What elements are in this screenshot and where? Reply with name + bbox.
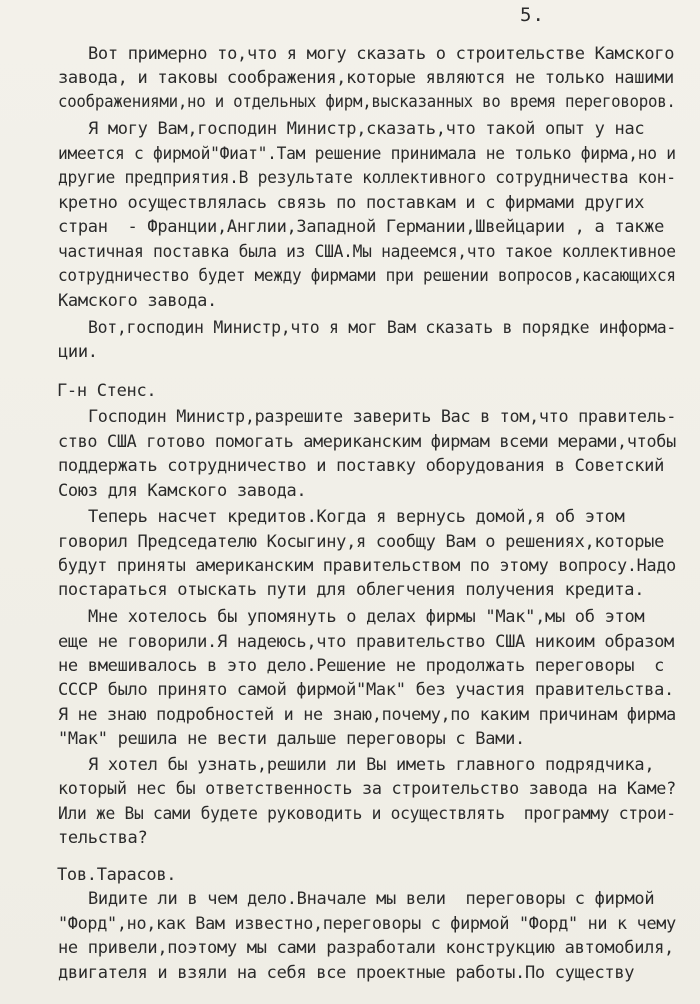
speaker-label: Г-н Стенс. — [57, 381, 157, 401]
paragraph-line: частичная поставка была из США.Мы надеемся,что такое коллективное — [58, 242, 676, 262]
page-number: 5. — [520, 4, 545, 26]
paragraph-line: Я не знаю подробностей и не знаю,почему,по каким причинам фирма — [58, 705, 676, 725]
paragraph-line: поддержать сотрудничество и поставку оборудования в Советский — [58, 456, 665, 476]
paragraph-line: который нес бы ответственность за строительство завода на Каме? — [58, 779, 676, 799]
paragraph-line: Видите ли в чем дело.Вначале мы вели переговоры с фирмой — [88, 889, 655, 909]
paragraph-line: Теперь насчет кредитов.Когда я вернусь домой,я об этом — [88, 507, 625, 527]
paragraph-line: стран - Франции,Англии,Западной Германии,Швейцарии , а также — [58, 217, 665, 237]
paragraph-line: еще не говорили.Я надеюсь,что правительство США никоим образом — [58, 632, 674, 652]
paragraph-line: ство США готово помогать американским фирмам всеми мерами,чтобы — [58, 432, 676, 452]
paragraph-line: тельства? — [58, 828, 148, 848]
paragraph-line: не вмешивалось в это дело.Решение не продолжать переговоры с — [58, 656, 665, 676]
paragraph-line: другие предприятия.В результате коллективного сотрудничества кон- — [58, 168, 676, 188]
paragraph-line: Мне хотелось бы упомянуть о делах фирмы "Мак",мы об этом — [88, 607, 645, 627]
paragraph-line: Я могу Вам,господин Министр,сказать,что такой опыт у нас — [88, 119, 645, 139]
paragraph-line: Союз для Камского завода. — [58, 481, 307, 501]
paragraph-line: кретно осуществлялась связь по поставкам и с фирмами других — [58, 193, 645, 213]
paragraph-line: "Форд",но,как Вам известно,переговоры с фирмой "Форд" ни к чему — [58, 914, 676, 934]
paragraph-line: Камского завода. — [58, 291, 217, 311]
paragraph-line: ции. — [58, 342, 98, 362]
paragraph-line: "Мак" решила не вести дальше переговоры с Вами. — [58, 729, 525, 749]
paragraph-line: не привели,поэтому мы сами разработали конструкцию автомобиля, — [58, 938, 674, 958]
paragraph-line: Или же Вы сами будете руководить и осуществлять программу строи- — [58, 804, 676, 824]
paragraph-line: Я хотел бы узнать,решили ли Вы иметь главного подрядчика, — [88, 755, 655, 775]
paragraph-line: Вот примерно то,что я могу сказать о строительстве Камского — [88, 44, 675, 64]
paragraph-line: Господин Министр,разрешите заверить Вас в том,что правитель- — [88, 407, 677, 427]
paragraph-line: СССР было принято самой фирмой"Мак" без участия правительства. — [58, 680, 674, 700]
paragraph-line: постараться отыскать пути для облегчения получения кредита. — [58, 580, 645, 600]
paragraph-line: двигателя и взяли на себя все проектные работы.По существу — [58, 963, 635, 983]
paragraph-line: Вот,господин Министр,что я мог Вам сказать в порядке информа- — [88, 318, 677, 338]
paragraph-line: имеется с фирмой"Фиат".Там решение принимала не только фирма,но и — [58, 144, 676, 164]
paragraph-line: будут приняты американским правительством по этому вопросу.Надо — [58, 556, 676, 576]
paragraph-line: завода, и таковы соображения,которые являются не только нашими — [58, 68, 674, 88]
paragraph-line: говорил Председателю Косыгину,я сообщу Вам о решениях,которые — [58, 532, 665, 552]
paragraph-line: соображениями,но и отдельных фирм,высказанных во время переговоров. — [58, 92, 676, 112]
speaker-label: Тов.Тарасов. — [57, 865, 177, 885]
paragraph-line: сотрудничество будет между фирмами при решении вопросов,касающихся — [58, 266, 676, 286]
